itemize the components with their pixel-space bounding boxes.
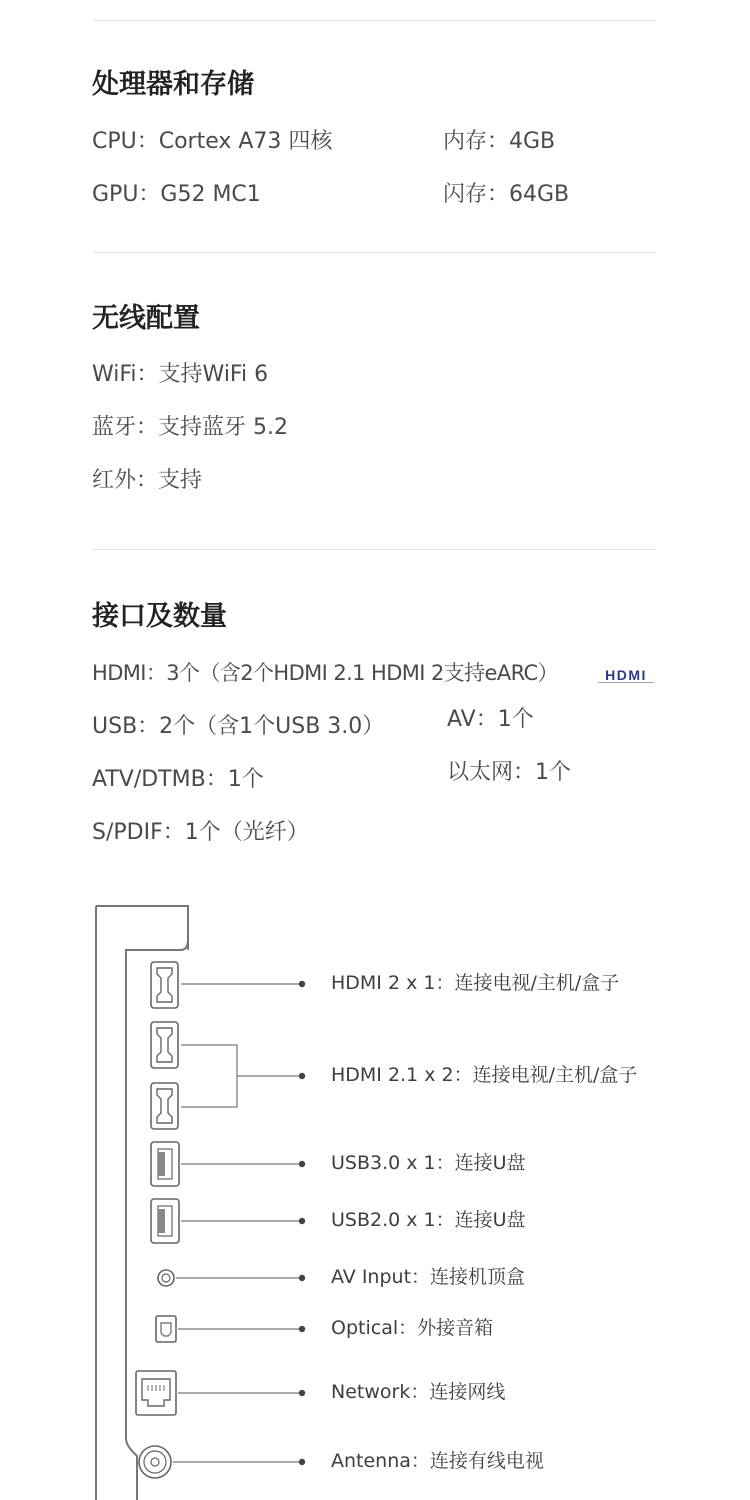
svg-text:HDMI: HDMI <box>605 668 647 683</box>
av-input-label: AV Input：连接机顶盒 <box>331 1266 526 1288</box>
gpu-spec: GPU：G52 MC1 <box>92 182 261 207</box>
ethernet-port-icon <box>136 1371 176 1415</box>
antenna-port-icon <box>139 1446 171 1478</box>
ethernet-spec: 以太网：1个 <box>447 760 571 785</box>
ports-heading: 接口及数量 <box>92 601 227 632</box>
hdmi2-label: HDMI 2 x 1：连接电视/主机/盒子 <box>331 972 620 994</box>
processor-heading: 处理器和存储 <box>92 69 254 100</box>
optical-label: Optical：外接音箱 <box>331 1317 494 1339</box>
atv-spec: ATV/DTMB：1个 <box>92 767 264 792</box>
usb-port-icon <box>151 1199 179 1243</box>
hdmi-port-icon <box>151 962 178 1008</box>
antenna-label: Antenna：连接有线电视 <box>331 1450 544 1472</box>
optical-port-icon <box>156 1316 176 1342</box>
av-spec: AV：1个 <box>447 707 534 732</box>
section-divider <box>93 20 656 21</box>
usb20-label: USB2.0 x 1：连接U盘 <box>331 1209 526 1231</box>
spdif-spec: S/PDIF：1个（光纤） <box>92 820 309 845</box>
network-label: Network：连接网线 <box>331 1381 506 1403</box>
section-divider <box>93 252 656 253</box>
section-divider <box>93 549 656 550</box>
usb30-label: USB3.0 x 1：连接U盘 <box>331 1152 526 1174</box>
ram-spec: 内存：4GB <box>443 129 556 154</box>
hdmi21-label: HDMI 2.1 x 2：连接电视/主机/盒子 <box>331 1064 638 1086</box>
hdmi-logo-icon <box>594 668 658 684</box>
av-jack-icon <box>158 1270 174 1286</box>
hdmi-port-icon <box>151 1083 178 1129</box>
usb-spec: USB：2个（含1个USB 3.0） <box>92 714 385 739</box>
cpu-spec: CPU：Cortex A73 四核 <box>92 129 333 154</box>
wireless-heading: 无线配置 <box>92 303 200 334</box>
usb-port-icon <box>151 1142 179 1186</box>
wifi-spec: WiFi：支持WiFi 6 <box>92 362 269 387</box>
bluetooth-spec: 蓝牙：支持蓝牙 5.2 <box>92 415 288 440</box>
flash-spec: 闪存：64GB <box>443 182 570 207</box>
infrared-spec: 红外：支持 <box>92 468 203 493</box>
hdmi-port-icon <box>151 1022 178 1068</box>
hdmi-spec: HDMI：3个（含2个HDMI 2.1 HDMI 2支持eARC） <box>92 661 559 685</box>
